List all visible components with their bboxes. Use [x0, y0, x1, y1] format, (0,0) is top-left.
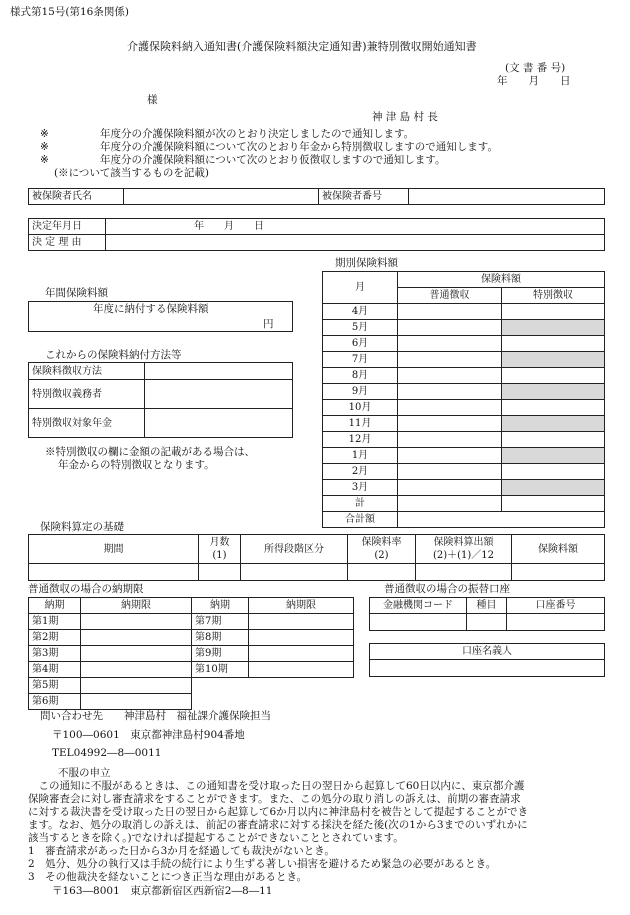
periodic-special-cell	[502, 464, 605, 480]
page-title: 介護保険料納入通知書(介護保険料額決定通知書)兼特別徴収開始通知書	[127, 40, 477, 53]
periodic-month: 1月	[323, 448, 398, 464]
intro-line-2: 年度分の介護保険料額について次のとおり年金から特別徴収しますので通知します。	[100, 141, 498, 153]
basis-header-calculated	[416, 535, 512, 564]
deadline-date	[81, 630, 192, 646]
contact-tel: TEL04992―8―0011	[52, 747, 162, 759]
periodic-row	[323, 368, 605, 384]
periodic-special-cell	[502, 448, 605, 464]
issuer: 神 津 島 村 長	[372, 111, 438, 123]
appeal-body	[28, 780, 528, 845]
intro-mark-3: ※	[40, 154, 49, 166]
periodic-row	[323, 448, 605, 464]
deadline-date	[249, 646, 354, 662]
deadline-row	[29, 646, 354, 662]
deadline-row	[29, 694, 354, 710]
deadline-date	[249, 662, 354, 678]
basis-header-calculated-formula: (2)＋(1)／12	[432, 550, 495, 561]
method-row-value-1	[145, 363, 293, 380]
periodic-special-header: 特別徴収	[502, 288, 605, 304]
decision-date-label: 決定年月日	[29, 219, 106, 235]
periodic-month: 4月	[323, 304, 398, 320]
basis-header-months	[199, 535, 241, 564]
appeal-item: 1 審査請求があった日から3か月を経過しても裁決がないとき。	[28, 845, 335, 857]
deadline-period: 第3期	[29, 646, 81, 662]
deadline-period: 第9期	[192, 646, 249, 662]
method-row-value-3	[145, 409, 293, 438]
appeal-items	[28, 845, 496, 884]
deadline-period: 第2期	[29, 630, 81, 646]
periodic-special-cell	[502, 416, 605, 432]
deadline-date	[81, 694, 192, 710]
periodic-normal-cell	[398, 352, 502, 368]
deadline-date	[81, 678, 192, 694]
periodic-normal-cell	[398, 384, 502, 400]
intro-line-3: 年度分の介護保険料額について次のとおり仮徴収しますので通知します。	[100, 154, 446, 166]
deadline-period: 第6期	[29, 694, 81, 710]
annual-heading: 年間保険料額	[45, 287, 108, 299]
intro-note: (※について該当するものを記載)	[54, 167, 209, 179]
deadline-period: 第10期	[192, 662, 249, 678]
appeal-line: 該当するときを除く。)でなければ提起することができないこととされています。	[28, 832, 404, 844]
bank-header-type: 種目	[467, 598, 507, 614]
periodic-subtotal-normal	[398, 496, 502, 512]
periodic-row	[323, 400, 605, 416]
periodic-subtotal-label: 計	[323, 496, 398, 512]
basis-cell	[512, 564, 605, 581]
basis-header-period: 期間	[29, 535, 199, 564]
periodic-normal-cell	[398, 448, 502, 464]
method-row-value-2	[145, 380, 293, 409]
periodic-month: 5月	[323, 320, 398, 336]
basis-header-months-ref: (1)	[212, 550, 227, 561]
periodic-month-header: 月	[323, 272, 398, 304]
periodic-month: 12月	[323, 432, 398, 448]
basis-cell	[241, 564, 348, 581]
deadline-period: 第1期	[29, 614, 81, 630]
intro-line-1: 年度分の介護保険料額が次のとおり決定しましたので通知します。	[100, 128, 415, 140]
special-note-line-1: ※特別徴収の欄に金額の記載がある場合は、	[45, 446, 255, 458]
deadline-col-period-right: 納期	[192, 598, 249, 614]
periodic-row	[323, 352, 605, 368]
insured-name-label: 被保険者氏名	[29, 189, 124, 205]
bank-table	[369, 597, 605, 631]
deadline-period: 第5期	[29, 678, 81, 694]
appeal-line: に対する裁決書を受け取った日の翌日から起算して6か月以内に神津島村を被告として提起することができ	[28, 806, 529, 818]
holder-value	[370, 660, 605, 677]
periodic-month: 9月	[323, 384, 398, 400]
periodic-normal-header: 普通徴収	[398, 288, 502, 304]
periodic-row	[323, 384, 605, 400]
insured-number-label: 被保険者番号	[319, 189, 409, 205]
periodic-normal-cell	[398, 432, 502, 448]
bank-heading: 普通徴収の場合の振替口座	[384, 583, 510, 595]
holder-label: 口座名義人	[370, 644, 605, 660]
method-table	[28, 362, 293, 438]
basis-table	[28, 534, 605, 581]
decision-reason-field	[106, 235, 605, 251]
deadlines-heading: 普通徴収の場合の納期限	[28, 583, 144, 595]
periodic-normal-cell	[398, 416, 502, 432]
basis-cell	[29, 564, 199, 581]
periodic-month: 8月	[323, 368, 398, 384]
basis-header-rate-ref: (2)	[374, 550, 389, 561]
periodic-normal-cell	[398, 320, 502, 336]
deadline-period: 第4期	[29, 662, 81, 678]
bank-account-value	[507, 614, 605, 631]
deadline-row	[29, 614, 354, 630]
deadline-row	[29, 630, 354, 646]
periodic-total-value	[398, 512, 605, 528]
contact-department: 神津島村 福祉課介護保険担当	[124, 710, 271, 722]
periodic-row	[323, 304, 605, 320]
deadline-date	[249, 630, 354, 646]
periodic-normal-cell	[398, 400, 502, 416]
insured-number-field	[409, 189, 605, 205]
appeal-line: 保険審査会に対し審査請求をすることができます。また、この処分の取り消しの訴えは、前期の審査請求	[28, 793, 521, 805]
periodic-month: 6月	[323, 336, 398, 352]
basis-header-calculated-text: 保険料算出額	[433, 537, 494, 548]
appeal-item: 3 その他裁決を経ないことにつき正当な理由があるとき。	[28, 871, 308, 883]
contact-address: 〒100―0601 東京都神津島村904番地	[52, 729, 245, 741]
form-number: 様式第15号(第16条関係)	[10, 6, 129, 18]
deadline-date	[249, 614, 354, 630]
basis-header-rate-text: 保険料率	[361, 537, 402, 548]
periodic-subtotal-special	[502, 496, 605, 512]
basis-cell	[416, 564, 512, 581]
method-row-label-2: 特別徴収義務者	[29, 380, 145, 409]
periodic-month: 11月	[323, 416, 398, 432]
deadline-date	[81, 646, 192, 662]
deadline-period: 第7期	[192, 614, 249, 630]
periodic-month: 10月	[323, 400, 398, 416]
deadline-col-date-right: 納期限	[249, 598, 354, 614]
periodic-month: 2月	[323, 464, 398, 480]
periodic-normal-cell	[398, 480, 502, 496]
deadline-col-date-left: 納期限	[81, 598, 192, 614]
method-row-label-3: 特別徴収対象年金	[29, 409, 145, 438]
periodic-special-cell	[502, 336, 605, 352]
contact-label: 問い合わせ先	[40, 710, 103, 722]
periodic-special-cell	[502, 352, 605, 368]
special-note-line-2: 年金からの特別徴収となります。	[58, 459, 215, 471]
document-number: (文 書 番 号)	[505, 62, 566, 74]
periodic-special-cell	[502, 368, 605, 384]
appeal-heading: 不服の申立	[58, 767, 111, 779]
periodic-amount-header: 保険料額	[398, 272, 605, 288]
bank-header-account: 口座番号	[507, 598, 605, 614]
intro-mark-2: ※	[40, 141, 49, 153]
basis-header-premium: 保険料額	[512, 535, 605, 564]
bank-header-code: 金融機関コード	[370, 598, 467, 614]
issue-date: 年 月 日	[497, 75, 571, 87]
annual-box	[28, 301, 293, 332]
addressee-suffix: 様	[147, 94, 158, 106]
deadline-col-period-left: 納期	[29, 598, 81, 614]
deadline-date	[81, 614, 192, 630]
bank-type-value	[467, 614, 507, 631]
periodic-row	[323, 432, 605, 448]
decision-table	[28, 218, 605, 251]
periodic-normal-cell	[398, 464, 502, 480]
periodic-normal-cell	[398, 368, 502, 384]
basis-cell	[348, 564, 416, 581]
deadline-date	[81, 662, 192, 678]
periodic-special-cell	[502, 400, 605, 416]
periodic-special-cell	[502, 384, 605, 400]
deadline-period: 第8期	[192, 630, 249, 646]
periodic-special-cell	[502, 432, 605, 448]
deadline-row	[29, 678, 354, 694]
basis-header-rate	[348, 535, 416, 564]
insured-table	[28, 188, 605, 205]
periodic-total-label: 合計額	[323, 512, 398, 528]
periodic-normal-cell	[398, 336, 502, 352]
basis-cell	[199, 564, 241, 581]
basis-header-months-text: 月数	[209, 537, 230, 548]
decision-date-value: 年 月 日	[106, 219, 605, 235]
deadlines-table	[28, 597, 354, 710]
periodic-row	[323, 480, 605, 496]
intro-mark-1: ※	[40, 128, 49, 140]
periodic-row	[323, 464, 605, 480]
periodic-month: 7月	[323, 352, 398, 368]
periodic-row	[323, 336, 605, 352]
appeal-item: 2 処分、処分の執行又は手続の続行により生ずる著しい損害を避けるため緊急の必要があるとき。	[28, 858, 497, 870]
periodic-row	[323, 320, 605, 336]
annual-unit: 円	[263, 318, 274, 330]
periodic-table	[322, 271, 605, 528]
holder-table	[369, 643, 605, 677]
appeal-line: この通知に不服があるときは、この通知書を受け取った日の翌日から起算して60日以内に、東京都介護	[28, 780, 525, 792]
annual-label: 年度に納付する保険料額	[93, 303, 209, 315]
appeal-line: ます。なお、処分の取消しの訴えは、前記の審査請求に対する採決を経た後(次の1から3までのいずれかに	[28, 819, 528, 831]
method-heading: これからの保険料納付方法等	[45, 349, 182, 361]
basis-heading: 保険料算定の基礎	[40, 521, 124, 533]
periodic-row	[323, 416, 605, 432]
periodic-heading: 期別保険料額	[335, 257, 398, 269]
bank-code-value	[370, 614, 467, 631]
periodic-month: 3月	[323, 480, 398, 496]
periodic-normal-cell	[398, 304, 502, 320]
decision-reason-label: 決 定 理 由	[29, 235, 106, 251]
basis-header-income-tier: 所得段階区分	[241, 535, 348, 564]
periodic-special-cell	[502, 304, 605, 320]
deadline-row	[29, 662, 354, 678]
periodic-special-cell	[502, 320, 605, 336]
periodic-special-cell	[502, 480, 605, 496]
insured-name-field	[124, 189, 319, 205]
method-row-label-1: 保険料徴収方法	[29, 363, 145, 380]
review-address: 〒163―8001 東京都新宿区西新宿2―8―11	[52, 885, 273, 897]
